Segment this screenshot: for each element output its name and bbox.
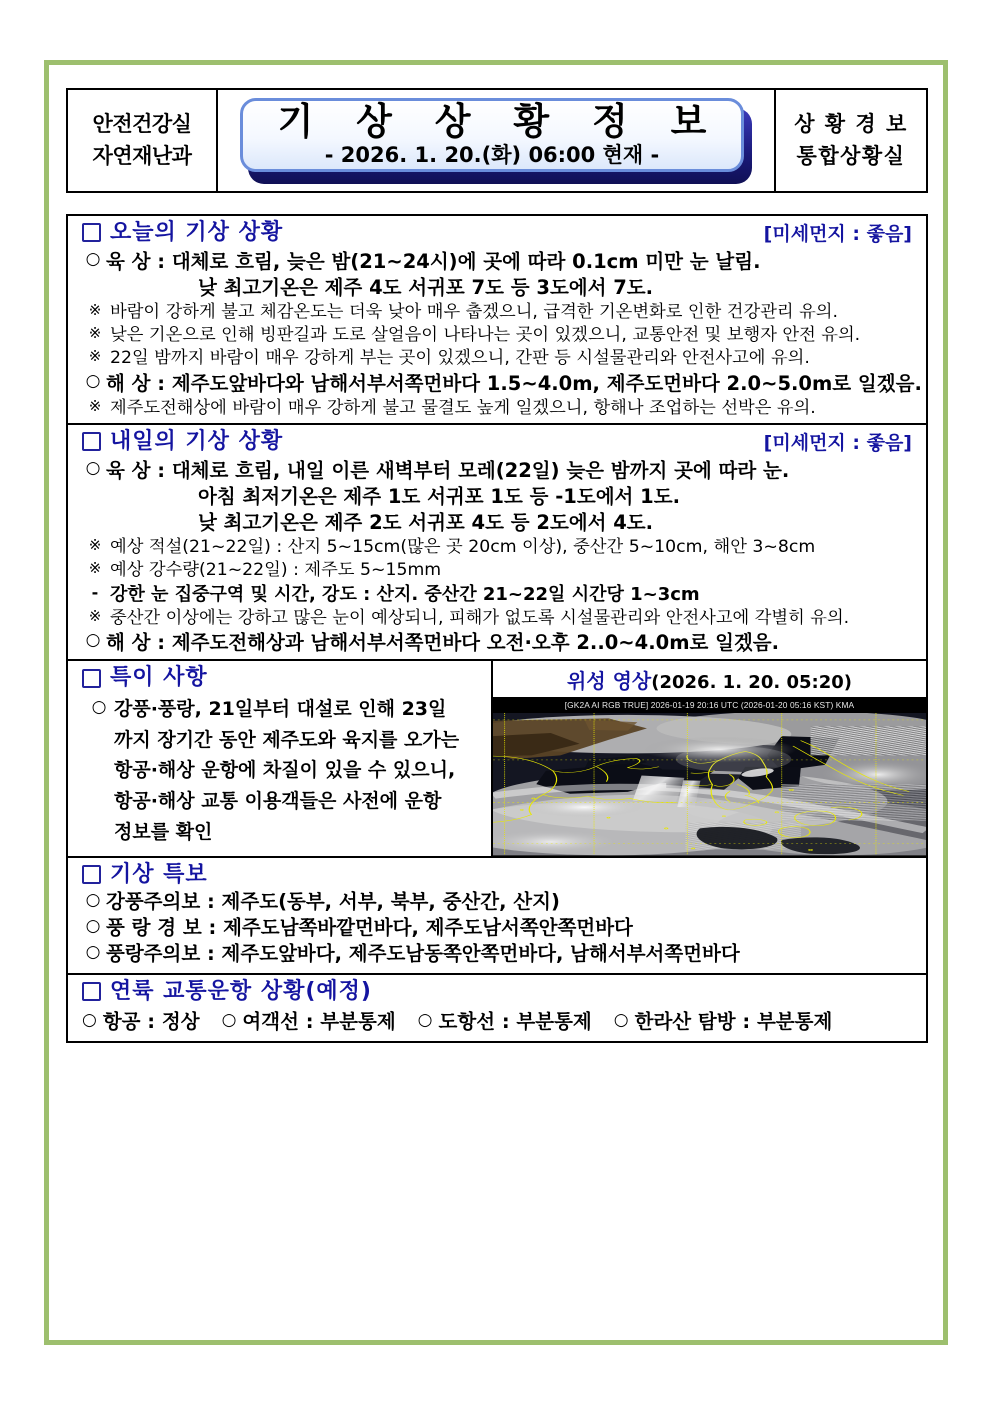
section-today-title: 오늘의 기상 상황 bbox=[110, 220, 284, 245]
list-bullet-icon: ○ bbox=[91, 696, 107, 717]
tomorrow-text: 예상 강수량(21~22일) : 제주도 5~15mm bbox=[110, 560, 442, 581]
tomorrow-row bbox=[80, 484, 914, 509]
traffic-item bbox=[222, 1006, 396, 1034]
tomorrow-row bbox=[80, 536, 914, 558]
checkbox-icon bbox=[82, 982, 101, 1001]
tomorrow-text: 해 상 : 제주도전해상과 남해서부서쪽먼바다 오전·오후 2..0~4.0m로 일겠음. bbox=[106, 631, 780, 655]
today-row bbox=[80, 324, 914, 346]
traffic-item bbox=[82, 1006, 200, 1034]
warnings-lines bbox=[68, 889, 926, 973]
title-plate bbox=[240, 98, 752, 184]
special-note-line bbox=[84, 817, 481, 848]
today-text: 낮은 기온으로 인해 빙판길과 도로 살얼음이 나타나는 곳이 있겠으니, 교통안전 및 보행자 안전 유의. bbox=[110, 325, 861, 346]
list-bullet-icon: ※ bbox=[88, 324, 102, 343]
section-tomorrow-weather bbox=[68, 425, 926, 661]
section-special-header bbox=[80, 664, 481, 694]
tomorrow-text: 중산간 이상에는 강하고 많은 눈이 예상되니, 피해가 없도록 시설물관리와 안전사고에 각별히 유의. bbox=[110, 607, 850, 628]
section-weather-warnings bbox=[68, 858, 926, 975]
section-traffic-status bbox=[68, 975, 926, 1042]
traffic-item-label: 여객선 : 부분통제 bbox=[242, 1010, 396, 1034]
section-warnings-title-group bbox=[82, 861, 208, 889]
section-traffic-title: 연륙 교통운항 상황(예정) bbox=[110, 978, 372, 1004]
tomorrow-row bbox=[80, 559, 914, 581]
satellite-image bbox=[493, 697, 926, 855]
tomorrow-text: 육 상 : 대체로 흐림, 내일 이른 새벽부터 모레(22일) 늦은 밤까지 곳에 따라 눈. bbox=[106, 458, 790, 482]
traffic-item bbox=[614, 1006, 833, 1034]
special-note-text: 강풍·풍랑, 21일부터 대설로 인해 23일 bbox=[114, 697, 447, 720]
section-warnings-header bbox=[68, 858, 926, 890]
special-note-text: 항공·해상 운항에 차질이 있을 수 있으니, bbox=[114, 759, 456, 782]
traffic-items-row bbox=[80, 1006, 914, 1034]
section-tomorrow-title-group bbox=[82, 428, 283, 456]
header-situation-room-cell bbox=[774, 90, 926, 191]
section-tomorrow-title: 내일의 기상 상황 bbox=[110, 429, 284, 455]
section-traffic-title-group bbox=[82, 978, 372, 1006]
traffic-lines bbox=[68, 1006, 926, 1041]
section-special-notes bbox=[68, 661, 493, 855]
special-notes-lines bbox=[80, 694, 481, 848]
today-row bbox=[80, 301, 914, 323]
tomorrow-row bbox=[80, 583, 914, 606]
satellite-imagery-graphic bbox=[493, 713, 926, 855]
department-line-2: 자연재난과 bbox=[92, 143, 192, 168]
today-text: 바람이 강하게 불고 체감온도는 더욱 낮아 매우 춥겠으니, 급격한 기온변화로 인한 건강관리 유의. bbox=[110, 301, 838, 322]
list-bullet-icon: ○ bbox=[613, 1010, 629, 1031]
section-warnings-title: 기상 특보 bbox=[110, 861, 208, 887]
list-bullet-icon: ○ bbox=[417, 1010, 433, 1031]
warning-text: 강풍주의보 : 제주도(동부, 서부, 북부, 중산간, 산지) bbox=[106, 890, 560, 914]
warning-row bbox=[80, 889, 914, 915]
today-dust-badge: [미세먼지 : 좋음] bbox=[763, 223, 912, 246]
header-department-cell bbox=[68, 90, 218, 191]
traffic-item-label: 항공 : 정상 bbox=[102, 1010, 200, 1034]
section-today-weather bbox=[68, 216, 926, 425]
tomorrow-text: 아침 최저기온은 제주 1도 서귀포 1도 등 -1도에서 1도. bbox=[198, 484, 680, 508]
department-line-1: 안전건강실 bbox=[92, 112, 192, 136]
tomorrow-row bbox=[80, 607, 914, 629]
tomorrow-row bbox=[80, 458, 914, 483]
list-bullet-icon: ○ bbox=[85, 630, 101, 651]
today-text: 제주도전해상에 바람이 매우 강하게 불고 물결도 높게 일겠으니, 항해나 조업하는 선박은 유의. bbox=[110, 397, 816, 418]
today-text: 22일 밤까지 바람이 매우 강하게 부는 곳이 있겠으니, 간판 등 시설물관리와 안전사고에 유의. bbox=[110, 348, 810, 369]
today-row bbox=[80, 347, 914, 369]
tomorrow-text: 강한 눈 집중구역 및 시간, 강도 : 산지. 중산간 21~22일 시간당 1~3cm bbox=[110, 583, 700, 605]
section-satellite bbox=[493, 661, 926, 855]
warning-text: 풍 랑 경 보 : 제주도남쪽바깥먼바다, 제주도남서쪽안쪽먼바다 bbox=[106, 916, 633, 940]
list-bullet-icon: - bbox=[91, 582, 99, 602]
traffic-item bbox=[418, 1006, 592, 1034]
section-tomorrow-header bbox=[68, 425, 926, 457]
section-special-title: 특이 사항 bbox=[110, 665, 208, 691]
traffic-item-label: 한라산 탐방 : 부분통제 bbox=[634, 1010, 833, 1034]
traffic-item-label: 도항선 : 부분통제 bbox=[438, 1010, 592, 1034]
today-row bbox=[80, 275, 914, 300]
list-bullet-icon: ※ bbox=[88, 396, 102, 415]
today-text: 육 상 : 대체로 흐림, 늦은 밤(21~24시)에 곳에 따라 0.1cm 미만 눈 날림. bbox=[106, 249, 761, 273]
section-special-title-group bbox=[82, 664, 208, 692]
satellite-title-row bbox=[493, 661, 926, 697]
list-bullet-icon: ○ bbox=[85, 370, 101, 391]
list-bullet-icon: ○ bbox=[85, 890, 101, 911]
page-title-timestamp: - 2026. 1. 20.(화) 06:00 현재 - bbox=[324, 142, 660, 167]
list-bullet-icon: ※ bbox=[88, 347, 102, 366]
today-row bbox=[80, 249, 914, 274]
today-text: 낮 최고기온은 제주 4도 서귀포 7도 등 3도에서 7도. bbox=[198, 275, 654, 299]
section-today-header bbox=[68, 216, 926, 248]
tomorrow-row bbox=[80, 630, 914, 655]
satellite-title: 위성 영상 bbox=[567, 669, 652, 694]
list-bullet-icon: ○ bbox=[85, 916, 101, 937]
today-row bbox=[80, 397, 914, 419]
header-title-cell bbox=[218, 90, 774, 191]
list-bullet-icon: ○ bbox=[85, 248, 101, 269]
checkbox-icon bbox=[82, 669, 101, 688]
situation-room-line-2: 통합상황실 bbox=[796, 143, 906, 168]
checkbox-icon bbox=[82, 223, 101, 242]
special-note-line bbox=[84, 725, 481, 756]
satellite-timestamp: (2026. 1. 20. 05:20) bbox=[651, 672, 852, 694]
tomorrow-text: 낮 최고기온은 제주 2도 서귀포 4도 등 2도에서 4도. bbox=[198, 510, 654, 534]
report-body bbox=[66, 214, 928, 1043]
section-today-lines bbox=[68, 249, 926, 424]
special-note-text: 정보를 확인 bbox=[114, 820, 213, 843]
tomorrow-dust-badge: [미세먼지 : 좋음] bbox=[763, 432, 912, 455]
situation-room-line-1: 상 황 경 보 bbox=[794, 112, 908, 136]
section-special-and-satellite bbox=[68, 661, 926, 857]
special-note-text: 항공·해상 교통 이용객들은 사전에 운항 bbox=[114, 790, 442, 813]
tomorrow-text: 예상 적설(21~22일) : 산지 5~15cm(많은 곳 20cm 이상), 중산간 5~10cm, 해안 3~8cm bbox=[110, 537, 816, 558]
special-note-line bbox=[84, 694, 481, 725]
list-bullet-icon: ○ bbox=[221, 1010, 237, 1031]
warning-text: 풍랑주의보 : 제주도앞바다, 제주도남동쪽안쪽먼바다, 남해서부서쪽먼바다 bbox=[106, 942, 740, 966]
list-bullet-icon: ○ bbox=[85, 457, 101, 478]
section-today-title-group bbox=[82, 219, 283, 247]
list-bullet-icon: ※ bbox=[88, 559, 102, 578]
checkbox-icon bbox=[82, 432, 101, 451]
satellite-caption: [GK2A AI RGB TRUE] 2026-01-19 20:16 UTC (2026-01-20 05:16 KST) KMA bbox=[493, 697, 926, 713]
today-text: 해 상 : 제주도앞바다와 남해서부서쪽먼바다 1.5~4.0m, 제주도먼바다 2.0~5.0m로 일겠음. bbox=[106, 371, 922, 395]
title-plate-face bbox=[240, 98, 744, 172]
section-traffic-header bbox=[68, 975, 926, 1007]
list-bullet-icon: ※ bbox=[88, 606, 102, 625]
list-bullet-icon: ○ bbox=[85, 942, 101, 963]
special-note-line bbox=[84, 755, 481, 786]
checkbox-icon bbox=[82, 865, 101, 884]
warning-row bbox=[80, 941, 914, 967]
document-header bbox=[66, 88, 928, 193]
section-tomorrow-lines bbox=[68, 458, 926, 660]
warning-row bbox=[80, 915, 914, 941]
today-row bbox=[80, 370, 922, 396]
page-title: 기 상 상 황 정 보 bbox=[277, 99, 722, 143]
list-bullet-icon: ※ bbox=[88, 300, 102, 319]
special-note-line bbox=[84, 786, 481, 817]
list-bullet-icon: ○ bbox=[82, 1010, 97, 1031]
list-bullet-icon: ※ bbox=[88, 536, 102, 555]
special-note-text: 까지 장기간 동안 제주도와 육지를 오가는 bbox=[114, 728, 460, 751]
tomorrow-row bbox=[80, 510, 914, 535]
